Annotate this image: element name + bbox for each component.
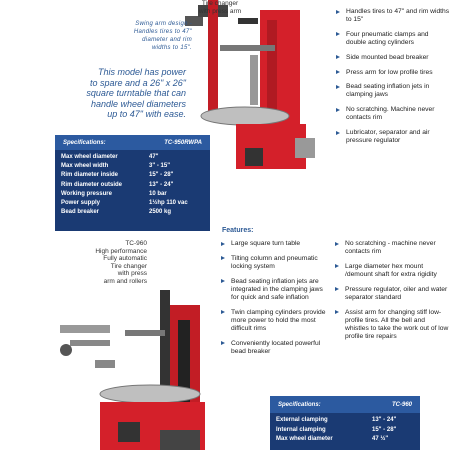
list-item: Assist arm for changing stiff low-profile tires. All the bell and whistles to take the work out of low profile tire repairs	[333, 309, 450, 342]
spec-table-tc960	[270, 396, 420, 450]
note-line: Handles tires to 47"	[133, 29, 192, 35]
note-line: up to 47" with ease.	[107, 109, 186, 120]
spec-key: Rim diameter inside	[61, 172, 119, 179]
list-item: Four pneumatic clamps and double acting cylinders	[334, 31, 450, 47]
spec-table-header	[55, 135, 210, 150]
caption-line: Tire changer	[201, 0, 239, 7]
spec-key: External clamping	[276, 417, 328, 423]
note-line: widths to 15".	[151, 45, 192, 51]
spec-row	[270, 416, 420, 426]
spec-model: TC-950RWPA	[164, 139, 202, 146]
spec-heading: Specifications:	[63, 139, 106, 146]
spec-row	[270, 426, 420, 436]
description-line: arm and rollers	[103, 277, 147, 285]
description-line: High performance	[95, 247, 147, 255]
spec-key: Max wheel diameter	[61, 154, 118, 160]
description-line: Tire changer	[110, 262, 147, 270]
spec-key: Max wheel width	[61, 163, 109, 170]
features-heading: Features:	[222, 227, 254, 234]
spec-key: Internal clamping	[276, 426, 326, 433]
description-line: Fully automatic	[103, 255, 147, 263]
list-item: Press arm for low profile tires	[334, 69, 450, 77]
caption-line: with press arm	[198, 7, 242, 15]
spec-value: 47 ½"	[372, 436, 389, 442]
features-list-left	[219, 240, 331, 363]
tire-changer-2-image	[60, 290, 205, 450]
spec-value: 2500 kg	[149, 209, 172, 216]
list-item: Pressure regulator, oiler and water separator standard	[333, 286, 450, 302]
swing-arm-note	[112, 20, 192, 52]
list-item: Lubricator, separator and air pressure regulator	[334, 129, 450, 145]
spec-row	[55, 181, 210, 190]
list-item: Side mounted bead breaker	[334, 54, 450, 62]
spec-key: Working pressure	[61, 190, 112, 197]
list-item: Large diameter hex mount /demount shaft for extra rigidity	[333, 263, 450, 279]
spec-key: Max wheel diameter	[276, 436, 333, 442]
list-item: Conveniently located powerful bead breaker	[219, 340, 331, 356]
note-line: to spare and a 26" x 26"	[90, 77, 186, 88]
spec-row	[55, 162, 210, 171]
note-line: This model has power	[97, 67, 186, 77]
spec-row	[55, 171, 210, 180]
note-line: square turntable that can	[86, 88, 186, 99]
list-item: Tilting column and pneumatic locking system	[219, 255, 331, 271]
model-name: TC-960	[125, 240, 147, 247]
spec-value: 47"	[149, 154, 159, 160]
spec-value: 3" - 15"	[149, 163, 171, 170]
description-line: with press	[117, 270, 147, 278]
spec-key: Power supply	[61, 200, 101, 207]
spec-row	[55, 199, 210, 208]
list-item: Bead seating inflation jets are integrated in the clamping jaws for quick and safe inflation	[219, 278, 331, 303]
spec-table-tc950	[55, 135, 210, 231]
list-item: Large square turn table	[219, 240, 331, 248]
spec-row	[270, 435, 420, 445]
spec-value: 15" - 28"	[149, 172, 174, 179]
spec-value: 13" - 24"	[372, 417, 397, 423]
note-line: handle wheel diameters	[90, 98, 186, 109]
spec-row	[55, 153, 210, 162]
spec-model: TC-960	[391, 401, 412, 408]
list-item: No scratching - machine never contacts rim	[333, 240, 450, 256]
features-list-right	[333, 240, 450, 348]
note-line: Swing arm design -	[135, 21, 192, 27]
spec-key: Bead breaker	[61, 209, 100, 216]
spec-value: 15" - 28"	[372, 426, 397, 433]
spec-row	[55, 190, 210, 199]
top-feature-list	[334, 0, 450, 152]
list-item: Twin clamping cylinders provide more power to hold the most difficult rims	[219, 309, 331, 334]
list-item: No scratching. Machine never contacts rim	[334, 106, 450, 122]
spec-heading: Specifications:	[278, 401, 321, 408]
spec-table-header	[270, 396, 420, 413]
spec-row	[55, 208, 210, 217]
spec-value: 10 bar	[149, 190, 167, 197]
note-line: diameter and rim	[142, 37, 192, 43]
tc960-description	[95, 240, 147, 286]
power-note	[62, 67, 186, 120]
list-item: Handles tires to 47" and rim widths to 15"	[334, 8, 450, 24]
spec-value: 13" - 24"	[149, 181, 174, 188]
list-item: Bead seating inflation jets in clamping jaws	[334, 83, 450, 99]
top-machine-caption	[190, 0, 250, 15]
spec-value: 1½hp 110 vac	[149, 200, 188, 207]
spec-key: Rim diameter outside	[61, 181, 123, 188]
